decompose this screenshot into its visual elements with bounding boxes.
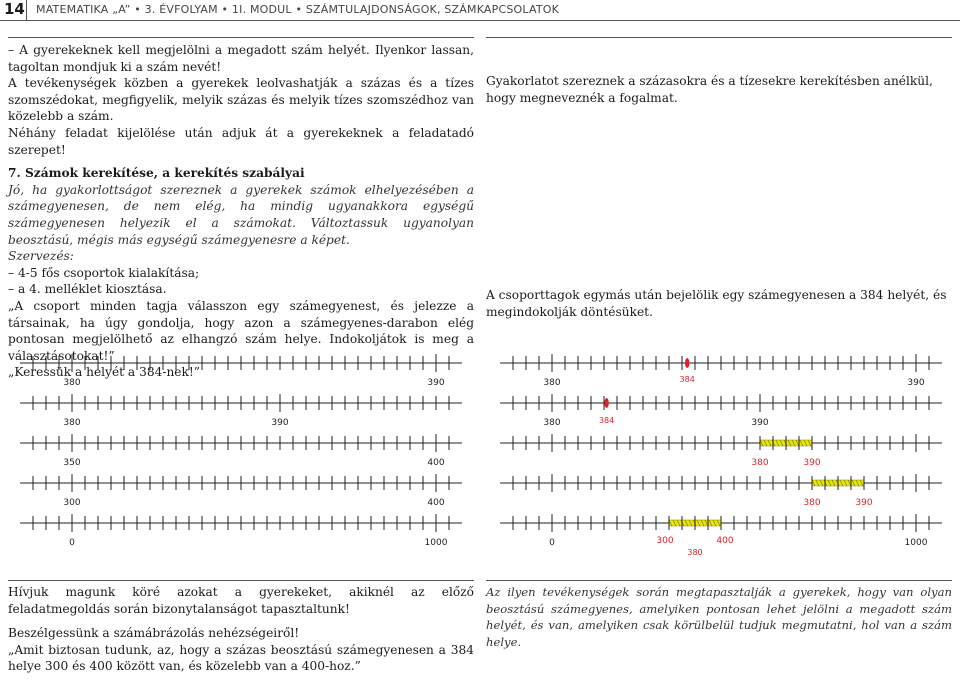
tick-label: 380 bbox=[63, 378, 81, 388]
left-text-block bbox=[8, 42, 474, 381]
page-number: 14 bbox=[4, 0, 25, 18]
right-bottom-text: Az ilyen tevékenységek során megtapasztalják a gyerekek, hogy van olyan beosztású számegyenes, amelyiken pontosan lehet jelölni a megadott szám helyét, és van, amelyiken csak körülbelül tudjuk megmutatni, hol van a szám helye. bbox=[486, 585, 952, 649]
tick-label: 0 bbox=[549, 538, 555, 548]
right-column-bottom-rule bbox=[486, 580, 952, 581]
organization-label: Szervezés: bbox=[8, 249, 74, 264]
tick-label: 390 bbox=[751, 418, 769, 428]
tick-label: 400 bbox=[716, 536, 734, 546]
tick-label: 380 bbox=[543, 418, 561, 428]
number-line bbox=[500, 514, 942, 557]
paragraph: – A gyerekeknek kell megjelölni a megadott szám helyét. Ilyenkor lassan, tagoltan mondjuk ki a szám nevét! bbox=[8, 43, 474, 74]
tick-label: 300 bbox=[656, 536, 674, 546]
number-line bbox=[20, 514, 462, 548]
paragraph: „Amit biztosan tudunk, az, hogy a százas beosztású számegyenesen a 384 helye 300 és 400 között van, és közelebb van a 400-hoz.” bbox=[8, 642, 474, 674]
number-line bbox=[20, 434, 462, 468]
organization-item: – a 4. melléklet kiosztása. bbox=[8, 282, 167, 297]
tick-label: 380 bbox=[803, 498, 821, 508]
tick-label: 1000 bbox=[424, 538, 448, 548]
tick-label: 0 bbox=[69, 538, 75, 548]
number-line bbox=[20, 474, 462, 508]
number-lines-left bbox=[0, 340, 480, 580]
tick-label: 380 bbox=[543, 378, 561, 388]
right-note-1: Gyakorlatot szereznek a százasokra és a tízesekre kerekítésben anélkül, hogy megneveznék a fogalmat. bbox=[486, 74, 933, 105]
header-divider bbox=[26, 0, 27, 20]
left-column-top-rule bbox=[8, 37, 474, 38]
paragraph: Hívjuk magunk köré azokat a gyerekeket, akiknél az előző feladatmegoldás során bizonytalanságot tapasztaltunk! bbox=[8, 585, 474, 616]
left-column-bottom-rule bbox=[8, 580, 474, 581]
tick-label: 350 bbox=[63, 458, 81, 468]
number-line bbox=[20, 394, 462, 428]
tick-label: 390 bbox=[427, 378, 445, 388]
tick-label: 400 bbox=[427, 458, 445, 468]
tick-label: 1000 bbox=[904, 538, 928, 548]
right-note-2: A csoporttagok egymás után bejelölik egy számegyenesen a 384 helyét, és megindokolják döntésüket. bbox=[486, 288, 947, 319]
mark-label: 384 bbox=[679, 375, 695, 384]
tick-label: 300 bbox=[63, 498, 81, 508]
left-bottom-text bbox=[8, 584, 474, 675]
header-rule bbox=[0, 20, 960, 21]
running-title: MATEMATIKA „A” • 3. ÉVFOLYAM • 1I. MODUL • SZÁMTULAJDONSÁGOK, SZÁMKAPCSOLATOK bbox=[36, 3, 560, 16]
tick-label: 390 bbox=[855, 498, 873, 508]
paragraph: A tevékenységek közben a gyerekek leolvashatják a százas és a tízes szomszédokat, megfigyelik, melyik százas és melyik tízes szomszédhoz van közelebb a szám. bbox=[8, 76, 474, 124]
quote: „Keressük a helyét a 384-nek!” bbox=[8, 365, 201, 380]
instruction: „A csoport minden tagja válasszon egy számegyenest, és jelezze a társainak, ha úgy gondolja, hogy azon a számegyenes-darabon elég pontosan megjelölhető az elhangzó szám helye. Indokoljátok is meg a választásotokat!” bbox=[8, 298, 474, 363]
mark-label: 384 bbox=[598, 416, 615, 425]
paragraph: Néhány feladat kijelölése után adjuk át a gyerekeknek a feladatadó szerepet! bbox=[8, 125, 474, 157]
number-line bbox=[500, 434, 942, 468]
organization-item: – 4-5 fős csoportok kialakítása; bbox=[8, 265, 200, 280]
mark-point bbox=[604, 398, 608, 408]
paragraph: Beszélgessünk a számábrázolás nehézségeiről! bbox=[8, 626, 300, 641]
tick-label: 390 bbox=[803, 458, 821, 468]
number-lines-right bbox=[480, 340, 960, 580]
number-line bbox=[500, 354, 942, 388]
tick-label: 390 bbox=[271, 418, 289, 428]
intro-italic: Jó, ha gyakorlottságot szereznek a gyerekek számok elhelyezésében a számegyenesen, de nem elég, ha mindig ugyanakkora egységű számegyenesen helyezik el a számokat. Változtassuk ugyanolyan beosztású, mégis más egységű számegyenesre a képet. bbox=[8, 182, 474, 247]
tick-label: 380 bbox=[751, 458, 769, 468]
tick-label: 400 bbox=[427, 498, 445, 508]
right-column-top-rule bbox=[486, 37, 952, 38]
tick-label: 390 bbox=[907, 378, 925, 388]
number-line bbox=[500, 394, 942, 428]
tick-label: 380 bbox=[63, 418, 81, 428]
mark-label: 380 bbox=[687, 548, 703, 557]
number-line bbox=[20, 354, 462, 388]
mark-point bbox=[685, 358, 689, 368]
section-title: 7. Számok kerekítése, a kerekítés szabályai bbox=[8, 166, 305, 181]
number-line bbox=[500, 474, 942, 508]
